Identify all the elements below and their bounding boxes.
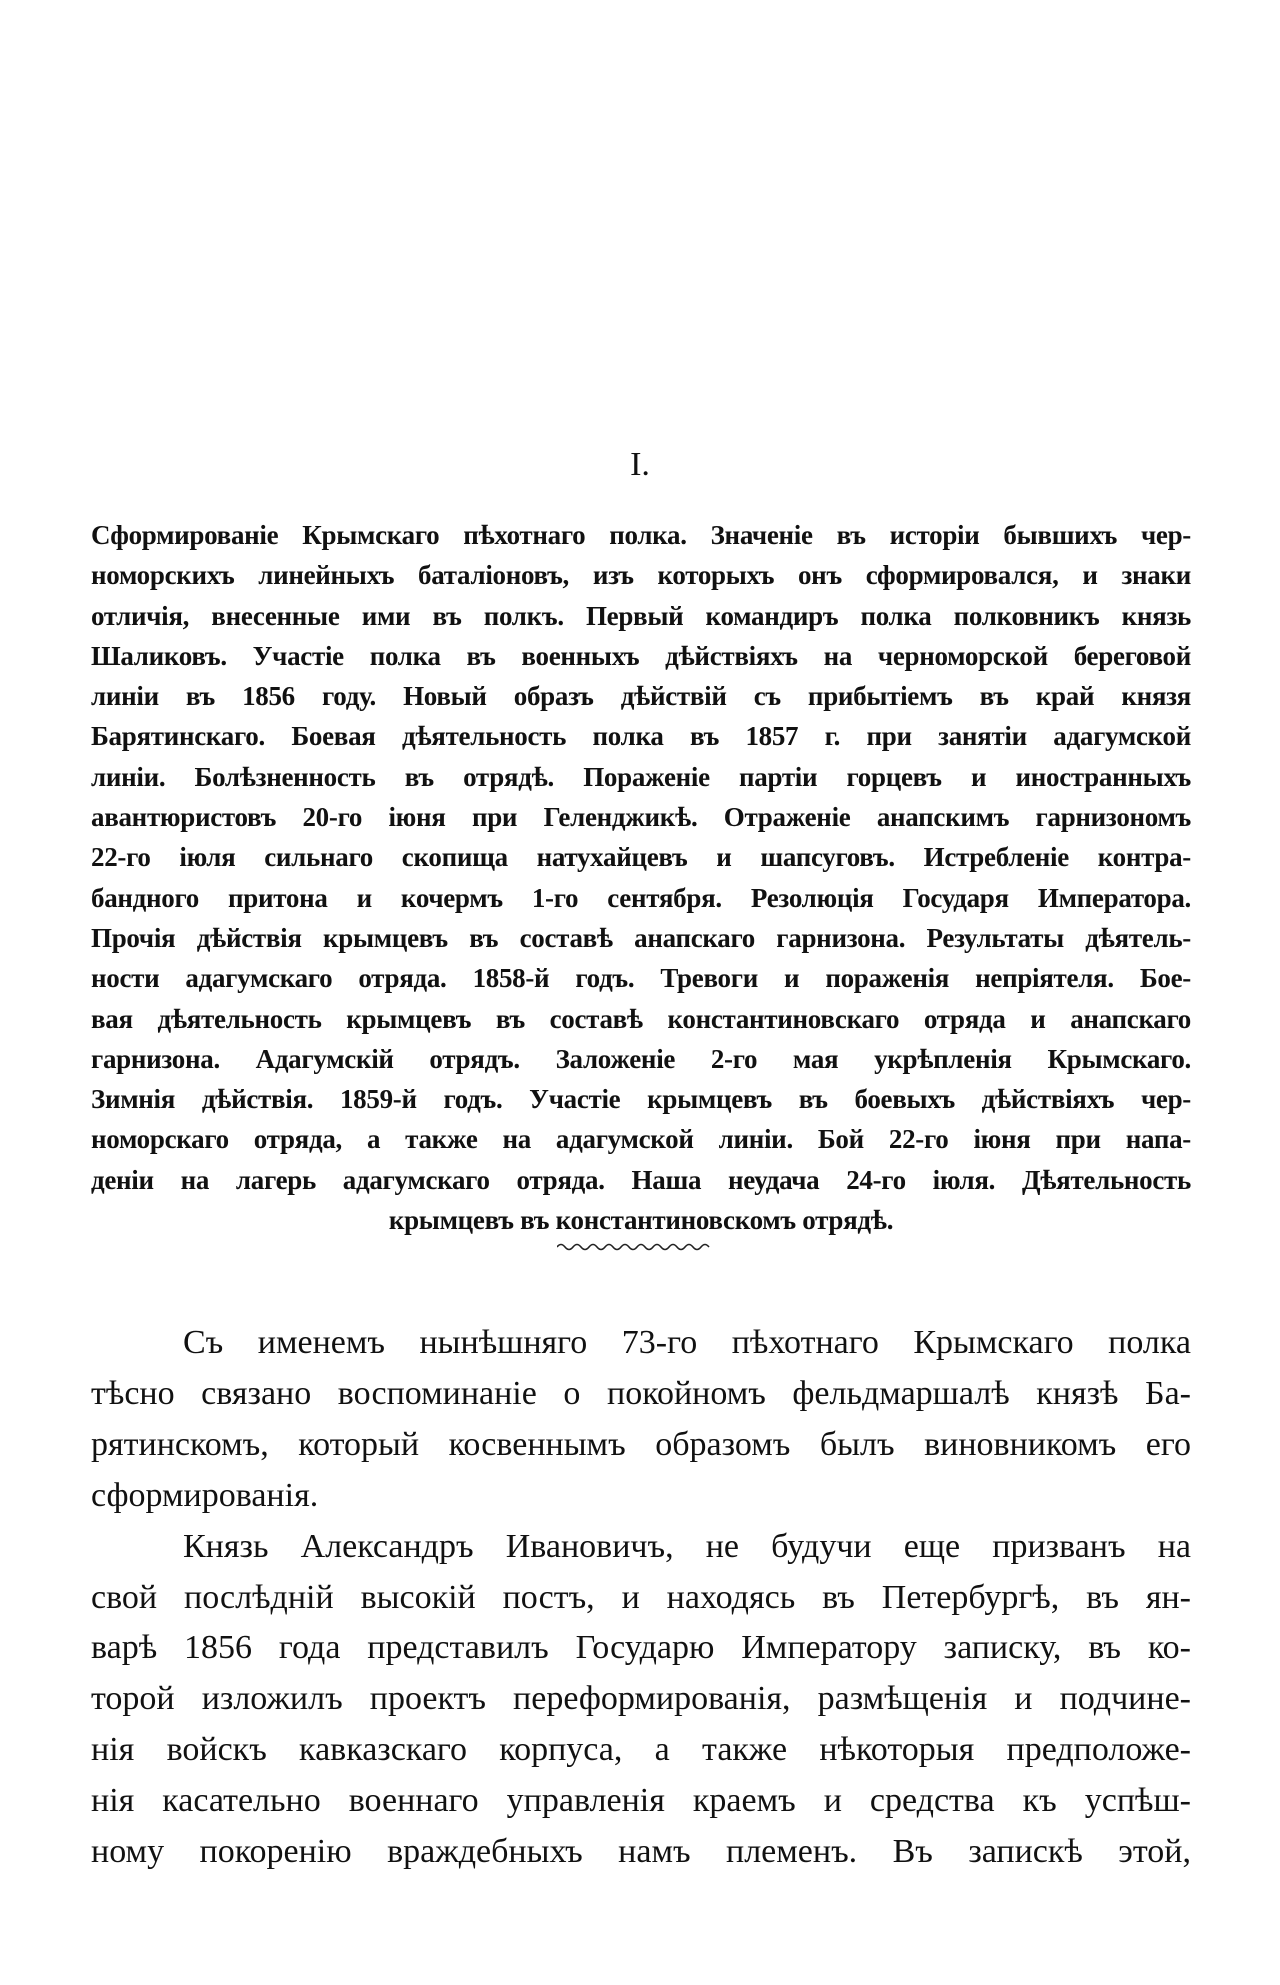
body-line: торой изложилъ проектъ переформированія, размѣщенія и подчине- <box>91 1680 1191 1718</box>
summary-line-last: крымцевъ въ константиновскомъ отрядѣ. <box>388 1205 894 1236</box>
paragraph <box>91 1318 1191 1522</box>
body-line: ному покоренію враждебныхъ намъ племенъ. Въ запискѣ этой, <box>91 1833 1191 1871</box>
summary-line: ности адагумскаго отряда. 1858-й годъ. Тревоги и пораженія непріятеля. Бое- <box>91 963 1191 994</box>
summary-line: авантюристовъ 20-го іюня при Геленджикѣ. Отраженіе анапскимъ гарнизономъ <box>91 802 1191 833</box>
wavy-divider <box>557 1240 710 1254</box>
summary-line: вая дѣятельность крымцевъ въ составѣ константиновскаго отряда и анапскаго <box>91 1003 1191 1034</box>
body-line: Съ именемъ нынѣшняго 73-го пѣхотнаго Крымскаго полка <box>183 1324 1191 1361</box>
body-line: свой послѣдній высокій постъ, и находясь въ Петербургѣ, въ ян- <box>91 1578 1191 1616</box>
summary-line: Зимнія дѣйствія. 1859-й годъ. Участіе крымцевъ въ боевыхъ дѣйствіяхъ чер- <box>91 1084 1191 1115</box>
summary-line: номорскихъ линейныхъ баталіоновъ, изъ которыхъ онъ сформировался, и знаки <box>91 560 1191 591</box>
summary-line: Барятинскаго. Боевая дѣятельность полка въ 1857 г. при занятіи адагумской <box>91 721 1191 752</box>
body-line: варѣ 1856 года представилъ Государю Императору записку, въ ко- <box>91 1629 1191 1667</box>
summary-line: линіи. Болѣзненность въ отрядѣ. Пораженіе партіи горцевъ и иностранныхъ <box>91 761 1191 792</box>
summary-line: гарнизона. Адагумскій отрядъ. Заложеніе 2-го мая укрѣпленія Крымскаго. <box>91 1043 1191 1074</box>
body-line: тѣсно связано воспоминаніе о покойномъ фельдмаршалѣ князѣ Ба- <box>91 1374 1191 1412</box>
summary-line: Шаликовъ. Участіе полка въ военныхъ дѣйствіяхъ на черноморской береговой <box>91 640 1191 671</box>
summary-line: деніи на лагерь адагумскаго отряда. Наша неудача 24-го іюля. Дѣятельность <box>91 1164 1191 1195</box>
summary-line: номорскаго отряда, а также на адагумской линіи. Бой 22-го іюня при напа- <box>91 1124 1191 1155</box>
body-line: Князь Александръ Ивановичъ, не будучи еще призванъ на <box>183 1527 1191 1565</box>
body-line: нія касательно военнаго управленія краемъ и средства къ успѣш- <box>91 1782 1191 1820</box>
summary-line: линіи въ 1856 году. Новый образъ дѣйствій съ прибытіемъ въ край князя <box>91 681 1191 712</box>
summary-line: 22-го іюля сильнаго скопища натухайцевъ и шапсуговъ. Истребленіе контра- <box>91 842 1191 873</box>
body-line: рятинскомъ, который косвеннымъ образомъ былъ виновникомъ его <box>91 1425 1191 1463</box>
paragraph <box>91 1522 1191 1878</box>
body-line: сформированія. <box>91 1476 319 1514</box>
body-line: нія войскъ кавказскаго корпуса, а также нѣкоторыя предположе- <box>91 1731 1191 1769</box>
body-text <box>91 1318 1191 1878</box>
summary-line: Прочія дѣйствія крымцевъ въ составѣ анапскаго гарнизона. Результаты дѣятель- <box>91 922 1191 953</box>
summary-line: Сформированіе Крымскаго пѣхотнаго полка. Значеніе въ исторіи бывшихъ чер- <box>91 520 1191 550</box>
summary-line: отличія, внесенные ими въ полкъ. Первый командиръ полка полковникъ князь <box>91 600 1191 631</box>
summary-line: бандного притона и кочермъ 1-го сентября. Резолюція Государя Императора. <box>91 882 1191 913</box>
chapter-number: I. <box>630 446 650 483</box>
chapter-summary <box>91 515 1191 1240</box>
